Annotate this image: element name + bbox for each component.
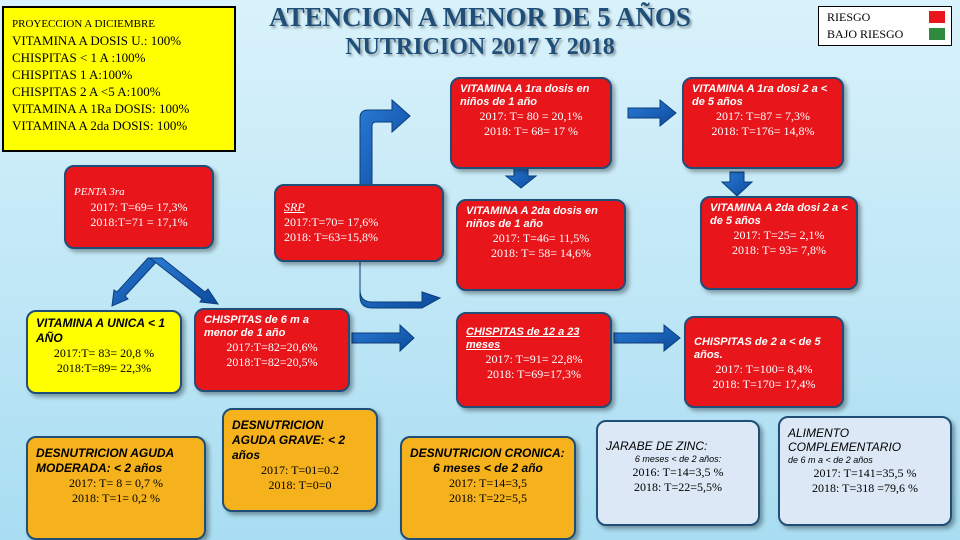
penta-2018: 2018:T=71 = 17,1% <box>90 215 188 229</box>
down-arrow-icon <box>722 172 752 196</box>
vit2a-2a5-2017: 2017: T=25= 2,1% <box>733 228 825 242</box>
chispitas-6m-2018: 2018:T=82=20,5% <box>226 355 318 369</box>
jarabe-zinc-title: JARABE DE ZINC: <box>606 439 708 453</box>
chispitas-12-2017: 2017: T=91= 22,8% <box>485 352 583 366</box>
desnutricion-grave-2018: 2018: T=0=0 <box>268 478 332 492</box>
right-arrow-icon <box>628 100 676 126</box>
legend-riesgo: RIESGO <box>827 10 871 24</box>
legend-bajo-riesgo: BAJO RIESGO <box>827 27 904 41</box>
vit2a-2a5-title: VITAMINA A 2da dosi 2 a < de 5 años <box>710 202 848 227</box>
chispitas-12-title: CHISPITAS de 12 a 23 meses <box>466 326 580 351</box>
alimento-title: ALIMENTO COMPLEMENTARIO <box>788 426 902 454</box>
alimento-2017: 2017: T=141=35,5 % <box>813 466 917 480</box>
srp-box <box>274 184 444 262</box>
srp-2017: 2017:T=70= 17,6% <box>284 215 379 229</box>
alimento-2018: 2018: T=318 =79,6 % <box>812 481 918 495</box>
penta-2017: 2017: T=69= 17,3% <box>90 200 188 214</box>
chispitas-2a5-box <box>684 316 844 408</box>
bent-arrow-up-icon <box>360 100 410 185</box>
jarabe-zinc-2016: 2016: T=14=3,5 % <box>632 465 724 479</box>
chispitas-2a5-title: CHISPITAS de 2 a < de 5 años. <box>694 336 821 361</box>
proyeccion-line: VITAMINA A 2da DOSIS: 100% <box>12 118 188 133</box>
vit2a-menor1-2018: 2018: T= 58= 14,6% <box>491 246 591 260</box>
proyeccion-line: VITAMINA A 1Ra DOSIS: 100% <box>12 101 190 116</box>
desnutricion-grave-box <box>222 408 378 512</box>
chispitas-2a5-2017: 2017: T=100= 8,4% <box>715 362 813 376</box>
vit1a-menor1-title: VITAMINA A 1ra dosis en niños de 1 año <box>460 83 590 108</box>
right-arrow-icon <box>352 325 414 351</box>
penta-title: PENTA 3ra <box>74 186 125 198</box>
vit2a-2a5-2018: 2018: T= 93= 7,8% <box>732 243 826 257</box>
vit1a-2a5-box <box>682 77 844 169</box>
right-arrow-icon <box>614 325 680 351</box>
down-arrow-icon <box>506 168 536 188</box>
desnutricion-cronica-title: DESNUTRICION CRONICA: <box>410 446 565 460</box>
jarabe-zinc-2018: 2018: T=22=5,5% <box>634 480 722 494</box>
chispitas-12-2018: 2018: T=69=17,3% <box>487 367 581 381</box>
desnutricion-cronica-box <box>400 436 576 540</box>
vit2a-menor1-2017: 2017: T=46= 11,5% <box>492 231 590 245</box>
srp-title: SRP <box>284 200 305 214</box>
jarabe-zinc-sub: 6 meses < de 2 años: <box>634 454 722 464</box>
page-title-line1: ATENCION A MENOR DE 5 AÑOS <box>269 2 691 32</box>
desnutricion-moderada-2018: 2018: T=1= 0,2 % <box>72 491 160 505</box>
penta-box <box>64 165 214 249</box>
desnutricion-cronica-sub: 6 meses < de 2 año <box>433 461 543 475</box>
vit-unica-2018: 2018:T=89= 22,3% <box>56 361 152 375</box>
vit1a-menor1-box <box>450 77 612 169</box>
vit1a-menor1-2018: 2018: T= 68= 17 % <box>484 124 578 138</box>
desnutricion-cronica-2017: 2017: T=14=3,5 <box>449 476 527 490</box>
vit1a-2a5-2017: 2017: T=87 = 7,3% <box>716 109 810 123</box>
chispitas-2a5-2018: 2018: T=170= 17,4% <box>712 377 816 391</box>
bent-arrow-down-icon <box>360 260 440 308</box>
vit1a-menor1-2017: 2017: T= 80 = 20,1% <box>479 109 583 123</box>
vit-unica-title: VITAMINA A UNICA < 1 AÑO <box>36 316 166 345</box>
vit1a-2a5-title: VITAMINA A 1ra dosi 2 a < de 5 años <box>692 83 828 108</box>
alimento-sub: de 6 m a < de 2 años <box>788 455 873 465</box>
vit2a-menor1-title: VITAMINA A 2da dosis en niños de 1 año <box>466 205 598 230</box>
chispitas-6m-2017: 2017:T=82=20,6% <box>226 340 318 354</box>
srp-2018: 2018: T=63=15,8% <box>284 230 378 244</box>
proyeccion-header: PROYECCION A DICIEMBRE <box>12 18 156 30</box>
jarabe-zinc-box <box>596 420 760 526</box>
vit2a-2a5-box <box>700 196 858 290</box>
desnutricion-grave-title: DESNUTRICION AGUDA GRAVE: < 2 años <box>232 418 346 462</box>
split-arrow-icon <box>112 258 160 306</box>
proyeccion-line: CHISPITAS 2 A <5 A:100% <box>12 84 161 99</box>
desnutricion-moderada-2017: 2017: T= 8 = 0,7 % <box>69 476 163 490</box>
split-arrow-icon <box>150 258 218 304</box>
alimento-complementario-box <box>778 416 952 526</box>
chispitas-12-box <box>456 312 612 408</box>
vit1a-2a5-2018: 2018: T=176= 14,8% <box>711 124 815 138</box>
vit-unica-box <box>26 310 182 394</box>
proyeccion-line: VITAMINA A DOSIS U.: 100% <box>12 33 182 48</box>
proyeccion-line: CHISPITAS < 1 A :100% <box>12 50 146 65</box>
chispitas-6m-box <box>194 308 350 392</box>
proyeccion-line: CHISPITAS 1 A:100% <box>12 67 133 82</box>
vit2a-menor1-box <box>456 199 626 291</box>
desnutricion-moderada-title: DESNUTRICION AGUDA MODERADA: < 2 años <box>36 446 174 475</box>
page-title-line2: NUTRICION 2017 Y 2018 <box>345 34 615 60</box>
desnutricion-moderada-box <box>26 436 206 540</box>
desnutricion-grave-2017: 2017: T=01=0.2 <box>261 463 339 477</box>
vit-unica-2017: 2017:T= 83= 20,8 % <box>53 346 155 360</box>
chispitas-6m-title: CHISPITAS de 6 m a menor de 1 año <box>204 314 309 339</box>
desnutricion-cronica-2018: 2018: T=22=5,5 <box>449 491 527 505</box>
